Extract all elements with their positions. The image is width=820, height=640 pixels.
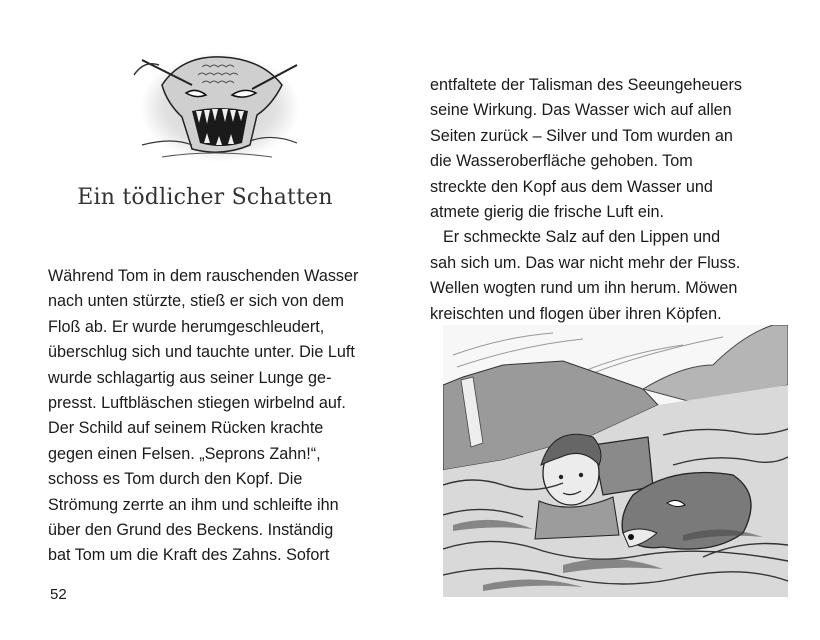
text-line: bat Tom um die Kraft des Zahns. Sofort (48, 546, 330, 565)
text-line: sah sich um. Das war nicht mehr der Fluss. (430, 253, 741, 272)
text-line: überschlug sich und tauchte unter. Die Luft (48, 343, 355, 362)
text-line: nach unten stürzte, stieß er sich von dem (48, 292, 345, 311)
text-line: Während Tom in dem rauschenden Wasser (48, 267, 359, 285)
text-line: die Wasseroberfläche gehoben. Tom (430, 152, 693, 171)
text-line: atmete gierig die frische Luft ein. (430, 202, 664, 221)
boy-and-wolf-illustration (443, 325, 788, 597)
text-line: gegen einen Felsen. „Seprons Zahn!“, (48, 444, 321, 463)
chapter-title: Ein tödlicher Schatten (77, 185, 333, 210)
text-line: Der Schild auf seinem Rücken krachte (48, 419, 324, 438)
text-line: streckte den Kopf aus dem Wasser und (430, 177, 713, 196)
page-number: 52 (50, 586, 67, 603)
text-line: entfaltete der Talisman des Seeungeheuers (430, 76, 742, 94)
text-line: Strömung zerrte an ihm und schleifte ihn (48, 495, 339, 514)
chapter-illustration (443, 325, 788, 597)
text-line: über den Grund des Beckens. Inständig (48, 520, 334, 539)
right-page-body-text (430, 73, 742, 327)
text-line: Er schmeckte Salz auf den Lippen und (443, 228, 721, 247)
sea-monster-icon (122, 45, 312, 175)
text-line: seine Wirkung. Das Wasser wich auf allen (430, 101, 732, 120)
text-line: kreischten und flogen über ihren Köpfen. (430, 304, 722, 323)
text-line: schoss es Tom durch den Kopf. Die (48, 470, 303, 489)
right-page (410, 0, 820, 640)
text-line: Wellen wogten rund um ihn herum. Möwen (430, 279, 738, 298)
text-line: presst. Luftbläschen stiegen wirbelnd auf. (48, 393, 346, 412)
text-line: wurde schlagartig aus seiner Lunge ge- (48, 368, 332, 387)
text-line: Floß ab. Er wurde herumgeschleudert, (48, 317, 325, 336)
text-line: Seiten zurück – Silver und Tom wurden an (430, 126, 733, 145)
sea-monster-vignette (122, 45, 312, 175)
left-page-body-text (48, 264, 358, 569)
